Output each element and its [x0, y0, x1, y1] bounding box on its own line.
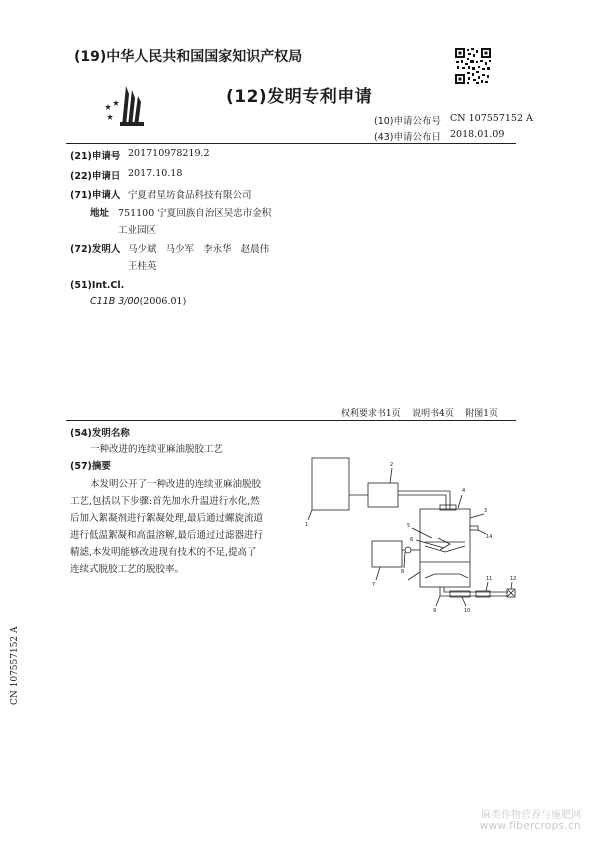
leader-line [436, 596, 440, 606]
abstract-label: (57)摘要 [70, 461, 111, 472]
leader-line [486, 582, 488, 591]
watermark-title: 麻类作物营养与施肥网 [481, 810, 581, 821]
document-type-title: (12)发明专利申请 [226, 87, 373, 107]
fig-label-11: 11 [486, 576, 493, 582]
invention-title: 一种改进的连续亚麻油脱胶工艺 [90, 444, 224, 455]
abstract-line: 后加入絮凝剂进行絮凝处理,最后通过螺旋流道 [70, 513, 264, 524]
application-number-label: (21)申请号 [70, 151, 121, 162]
abstract-line: 进行低温絮凝和高温溶解,最后通过过滤器进行 [70, 530, 264, 541]
fig-label-9: 9 [433, 608, 437, 614]
address-line-2: 工业园区 [118, 225, 157, 236]
leader-line [390, 468, 392, 483]
inventor-label: (72)发明人 [70, 244, 121, 255]
ipc-version: (2006.01) [139, 296, 187, 307]
pipe [398, 491, 450, 509]
abstract-line: 精滤,本发明能够改进现有技术的不足,提高了 [70, 547, 257, 558]
leader-line [376, 567, 380, 580]
inventors-line-2: 王桂英 [128, 261, 157, 272]
inventors-line-1: 马少斌 马少军 李永华 赵晨伟 [128, 244, 270, 255]
application-number-value: 201710978219.2 [128, 148, 210, 159]
fig-label-6: 6 [410, 537, 414, 543]
address-line-1: 751100 宁夏回族自治区吴忠市金积 [118, 208, 272, 219]
leader-line [412, 528, 432, 538]
fig-label-10: 10 [464, 608, 471, 614]
filter-screen [425, 574, 468, 578]
fig-label-3: 3 [484, 508, 488, 514]
address-label: 地址 [90, 208, 110, 219]
ipc-label: (51)Int.Cl. [70, 280, 125, 291]
hydration-unit [368, 483, 398, 507]
publication-number-label: (10)申请公布号 [374, 116, 442, 127]
office-name: (19)中华人民共和国国家知识产权局 [74, 49, 303, 65]
leader-line [308, 510, 312, 520]
leader-line [470, 514, 484, 518]
raw-oil-tank [312, 458, 349, 510]
fig-label-7: 7 [372, 582, 376, 588]
leader-line [478, 530, 486, 534]
side-outlet [470, 526, 478, 530]
flocculant-tank [372, 541, 402, 567]
fig-label-4: 4 [462, 488, 466, 494]
abstract-line: 工艺,包括以下步骤:首先加水升温进行水化,然 [70, 496, 260, 507]
ipc-code: C11B 3/00 [90, 296, 140, 307]
publication-number-value: CN 107557152 A [450, 113, 533, 124]
pages-info: 权利要求书1页 说明书4页 附图1页 [340, 409, 498, 419]
leader-line [404, 552, 405, 568]
cnipa-logo-icon [96, 80, 156, 128]
spiral-flow [438, 538, 450, 550]
leader-line [408, 572, 420, 580]
watermark-url: www.fibercrops.cn [479, 820, 581, 832]
qr-code-icon [454, 47, 492, 85]
publication-date-value: 2018.01.09 [450, 129, 505, 140]
applicant-value: 宁夏君星坊食品科技有限公司 [128, 190, 252, 201]
fig-label-1: 1 [305, 522, 309, 528]
invention-title-label: (54)发明名称 [70, 428, 130, 439]
publication-date-label: (43)申请公布日 [374, 132, 442, 143]
applicant-label: (71)申请人 [70, 190, 121, 201]
side-publication-number: CN 107557152 A [10, 626, 20, 705]
filing-date-value: 2017.10.18 [128, 168, 183, 179]
apparatus-figure [300, 450, 530, 625]
pipe [398, 495, 446, 509]
abstract-line: 连续式脱胶工艺的脱胶率。 [70, 564, 185, 575]
valve-icon [508, 590, 514, 596]
leader-line [462, 597, 466, 606]
fig-label-12: 12 [510, 576, 517, 582]
fig-label-14: 14 [486, 534, 493, 540]
filing-date-label: (22)申请日 [70, 171, 121, 182]
abstract-line: 本发明公开了一种改进的连续亚麻油脱胶 [90, 479, 262, 490]
fig-label-2: 2 [390, 462, 394, 468]
fig-label-5: 5 [407, 523, 411, 529]
fig-label-8: 8 [401, 569, 405, 575]
leader-line [511, 582, 512, 589]
leader-line [458, 495, 462, 508]
ipc-classification [90, 296, 186, 307]
dosing-pump [405, 547, 411, 553]
header-divider [66, 143, 516, 144]
section-divider [66, 420, 516, 421]
